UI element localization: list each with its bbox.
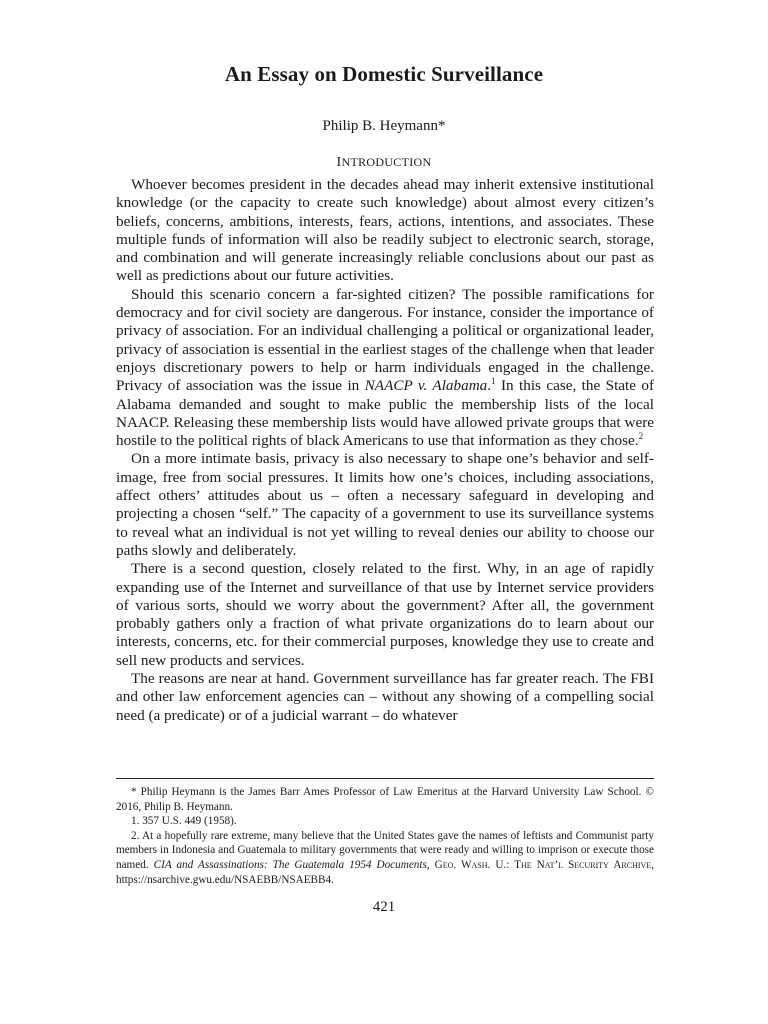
section-heading-initial: I: [336, 155, 342, 170]
paragraph-3: On a more intimate basis, privacy is also necessary to shape one’s behavior and self-image, free from social pressures. It limits how one’s choices, including associations, affect others’ attitudes about us – often a necessary safeguard in developing and projecting a chosen “self.” The capacity of a government to use its surveillance systems to reveal what an individual is not yet willing to reveal denies our ability to choose our paths slowly and deliberately.: [116, 450, 654, 559]
body-text: [116, 176, 654, 725]
paragraph-2-part-a: Should this scenario concern a far-sighted citizen? The possible ramifications for democracy and for civil society are dangerous. For instance, consider the importance of privacy of association. For an individual challenging a political or organizational leader, privacy of association is essential in the earliest stages of the challenge when that leader enjoys discretionary powers to help or harm individuals engaged in the challenge. Privacy of association was the issue in: [116, 285, 654, 395]
paragraph-2-part-b: In this case, the State of Alabama demanded and sought to make public the membership lists of the local NAACP. Releasing these membership lists would have allowed private groups that were hostile to the political rights of black Americans to use that information as they chose.: [116, 377, 655, 450]
footnote-2-text: 2. At a hopefully rare extreme, many believe that the United States gave the names of leftists and Communist party members in Indonesia and Guatemala to military governments that were ready and willing to imprison or execute those named.: [116, 829, 654, 871]
footnote-star: * Philip Heymann is the James Barr Ames Professor of Law Emeritus at the Harvard University Law School. © 2016, Philip B. Heymann.: [116, 786, 654, 813]
paragraph-5: The reasons are near at hand. Government surveillance has far greater reach. The FBI and other law enforcement agencies can – without any showing of a compelling social need (a predicate) or of a judicial warrant – do whatever: [116, 670, 654, 724]
footnote-1: 1. 357 U.S. 449 (1958).: [131, 815, 237, 828]
footnote-2-title: CIA and Assassinations: The Guatemala 1954 Documents: [153, 858, 427, 871]
section-heading: [0, 155, 768, 171]
page-number: 421: [372, 899, 396, 915]
footnote-divider: [116, 778, 654, 779]
footnote-2: 2. At a hopefully rare extreme, many believe that the United States gave the names of leftists and Communist party members in Indonesia and Guatemala to military governments that were ready and willing to imprison or execute those named. CIA and Assassinations: The Guatemala 1954 Documents, Geo. Wash. U.: The Nat’l Security Archive, https://nsarchive.gwu.edu/NSAEBB/NSAEBB4.: [116, 829, 654, 886]
section-heading-rest: NTRODUCTION: [341, 155, 432, 169]
paragraph-4: There is a second question, closely related to the first. Why, in an age of rapidly expanding use of the Internet and surveillance of that use by Internet service providers of various sorts, should we worry about the government? After all, the government probably gathers only a fraction of what private organizations do to learn about our interests, concerns, etc. for their commercial purposes, knowledge they use to create and sell new products and services.: [116, 560, 654, 669]
footnote-2-url[interactable]: https://nsarchive.gwu.edu/NSAEBB/NSAEBB4.: [116, 873, 334, 886]
author-byline: Philip B. Heymann*: [322, 118, 446, 134]
footnote-ref-2[interactable]: 2: [638, 431, 644, 442]
paragraph-1: Whoever becomes president in the decades ahead may inherit extensive institutional knowledge (or the capacity to create such knowledge) about almost every citizen’s beliefs, concerns, ambitions, interests, fears, actions, intentions, and associates. These multiple funds of information will also be readily subject to electronic search, storage, and combination and will generate increasingly reliable conclusions about our past as well as predictions about our future activities.: [116, 176, 654, 285]
paragraph-2: Should this scenario concern a far-sighted citizen? The possible ramifications for democracy and for civil society are dangerous. For instance, consider the importance of privacy of association. For an individual challenging a political or organizational leader, privacy of association is essential in the earliest stages of the challenge when that leader enjoys discretionary powers to help or harm individuals engaged in the challenge. Privacy of association was the issue in NAACP v. Alabama.$^1$ In this case, the State of Alabama demanded and sought to make public the membership lists of the local NAACP. Releasing these membership lists would have allowed private groups that were hostile to the political rights of black Americans to use that information as they chose.$^2$: [116, 285, 655, 450]
article-title: An Essay on Domestic Surveillance: [224, 62, 544, 86]
case-citation: NAACP v. Alabama: [364, 377, 488, 395]
footnote-ref-1[interactable]: 1: [491, 376, 496, 387]
footnote-2-source: Geo. Wash. U.: The Nat’l Security Archive: [434, 858, 652, 871]
footnotes: [116, 785, 654, 887]
